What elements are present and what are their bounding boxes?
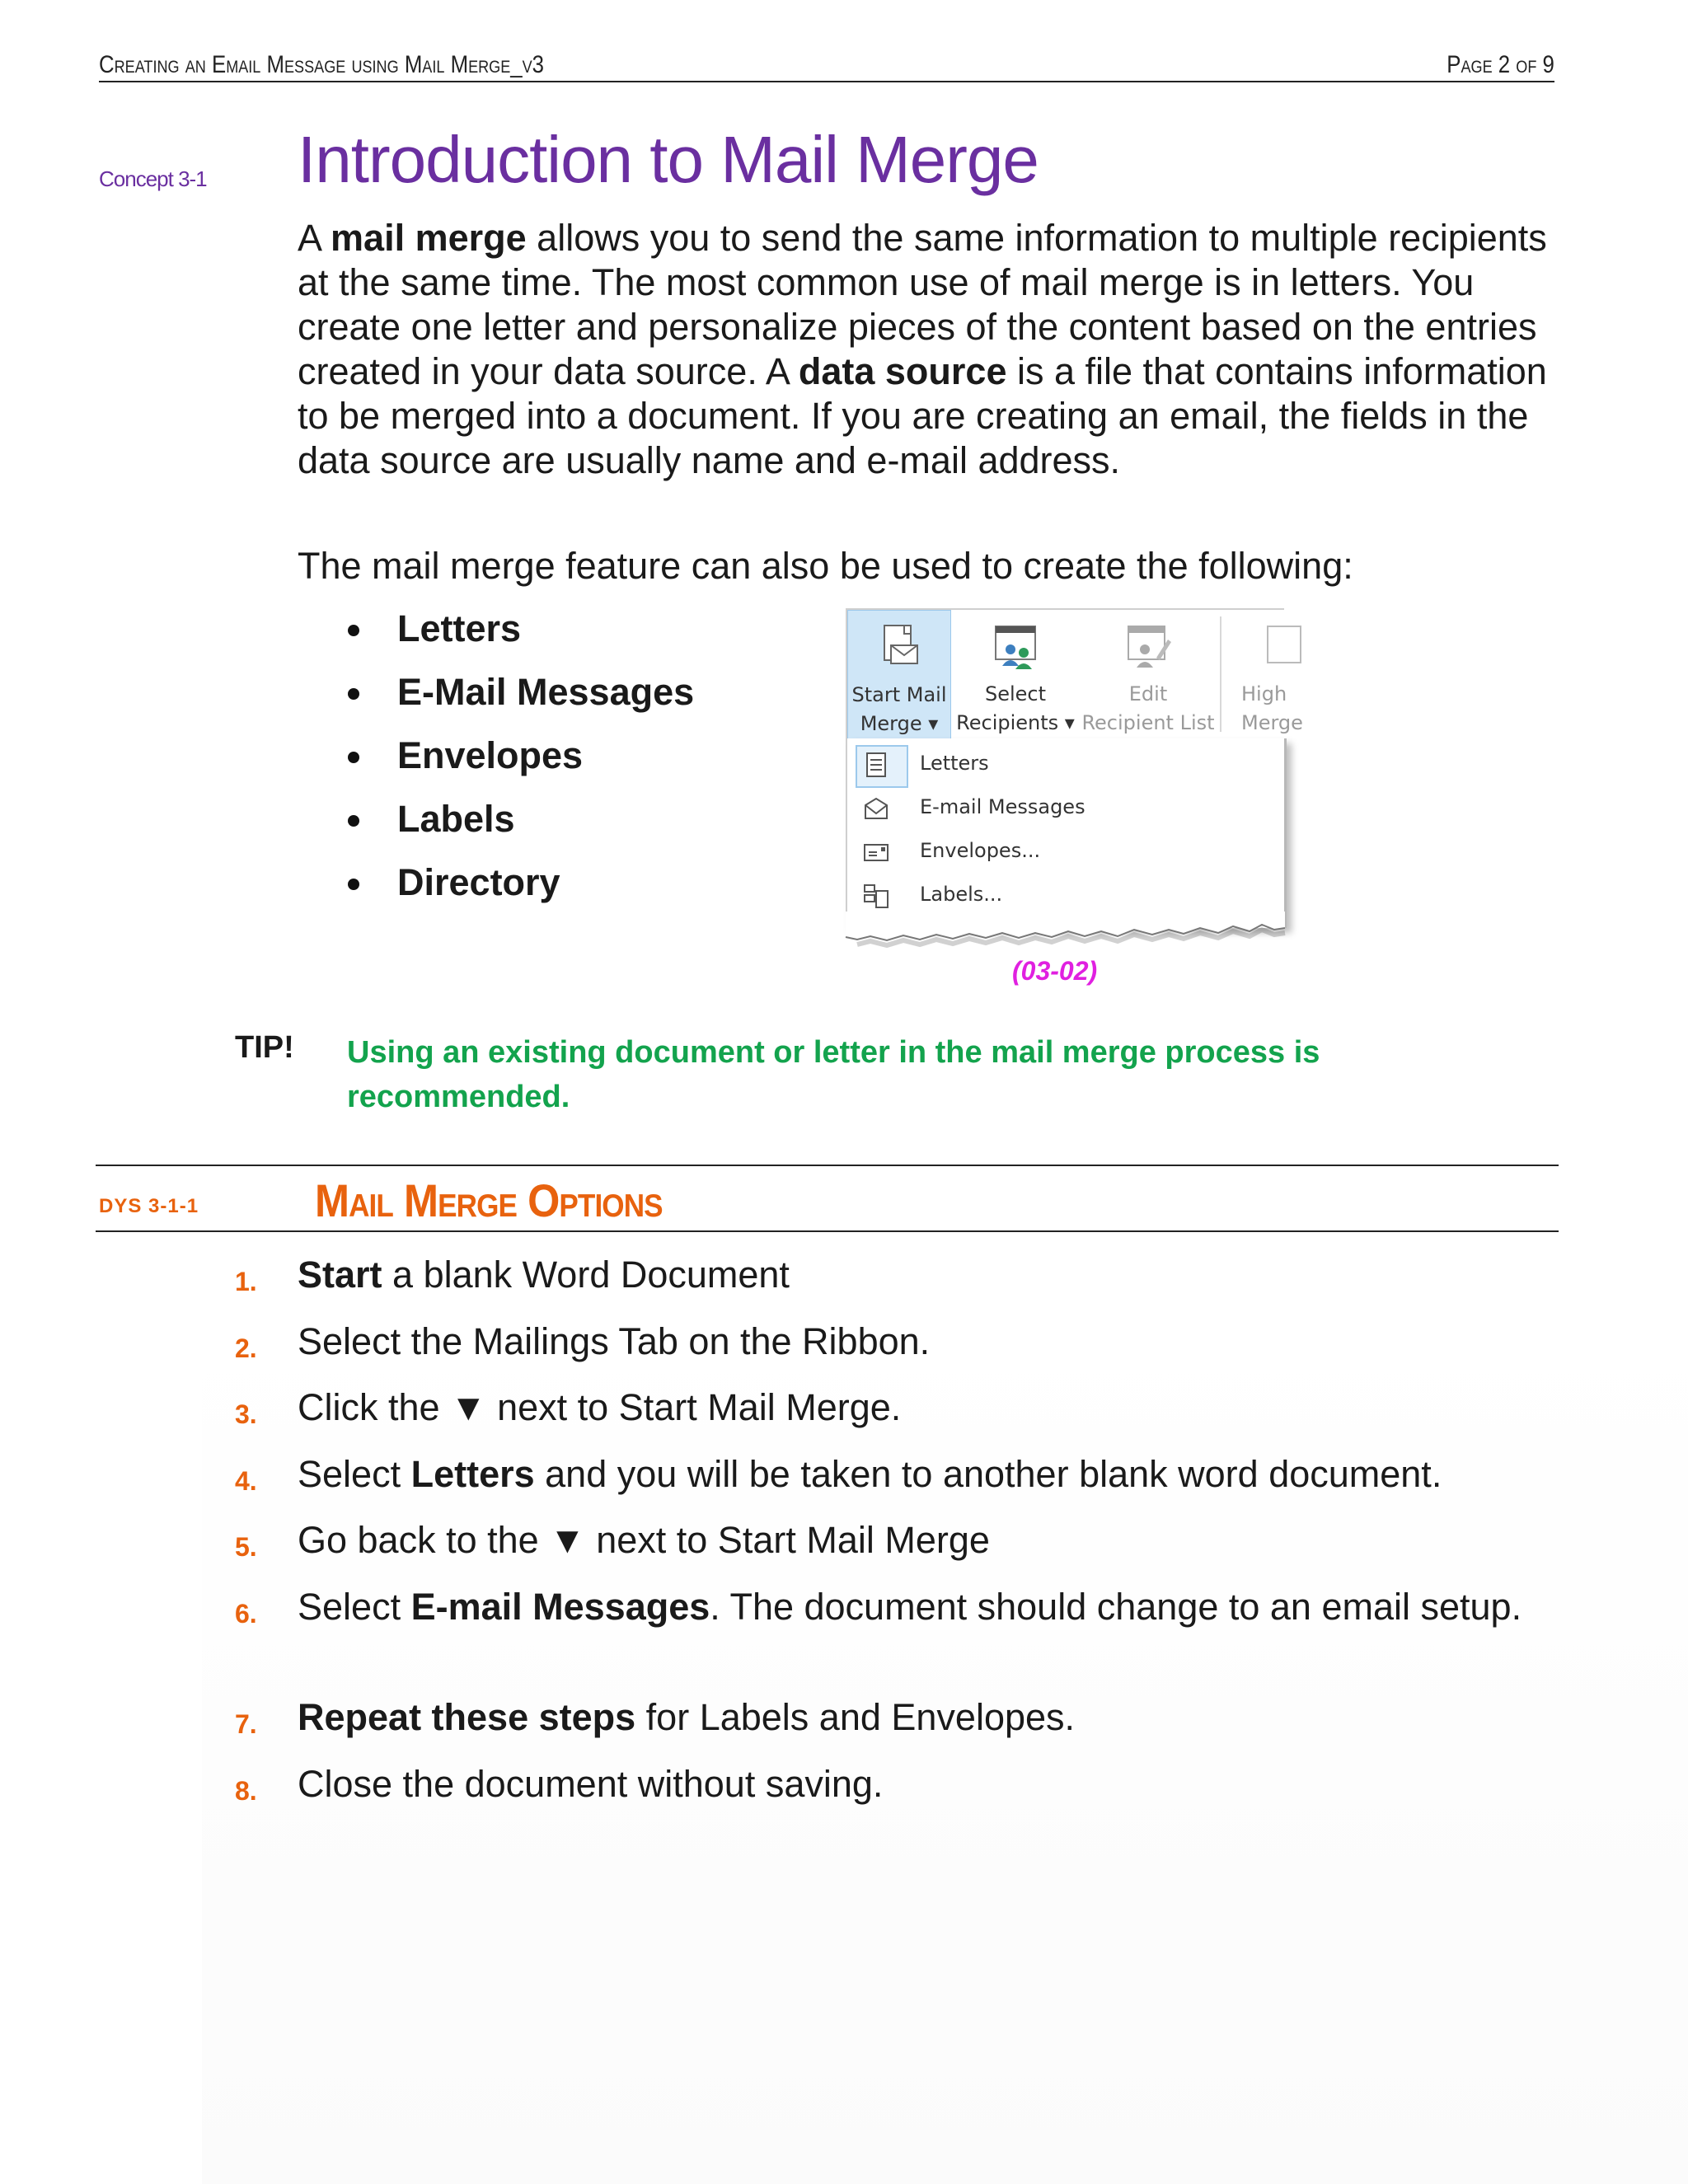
step-number: 2. bbox=[235, 1333, 257, 1363]
select-recipients-button[interactable] bbox=[953, 610, 1078, 740]
ribbon-separator bbox=[1220, 616, 1221, 732]
step-text: Go back to the ▼ next to Start Mail Merge bbox=[298, 1519, 990, 1561]
step-number: 4. bbox=[235, 1466, 257, 1496]
select-recipients-icon bbox=[992, 621, 1039, 673]
bullet-icon bbox=[348, 625, 359, 636]
labels-icon bbox=[862, 883, 890, 909]
ribbon-label: Start Mail bbox=[851, 683, 947, 706]
start-mail-merge-menu bbox=[846, 738, 1287, 928]
list-item-label: E-Mail Messages bbox=[397, 671, 695, 713]
list-item bbox=[346, 602, 694, 665]
ribbon-label: High bbox=[1241, 682, 1287, 705]
step-item bbox=[235, 1695, 1587, 1762]
menu-item-label: E-mail Messages bbox=[920, 795, 1085, 818]
list-item bbox=[346, 855, 694, 919]
document-title: Creating an Email Message using Mail Merge_v3 bbox=[99, 51, 545, 78]
highlight-merge-fields-icon bbox=[1264, 621, 1311, 673]
page-number: Page 2 of 9 bbox=[1447, 51, 1554, 78]
step-text: and you will be taken to another blank word document. bbox=[534, 1453, 1442, 1495]
list-item bbox=[346, 665, 694, 729]
intro-text: allows you to send the same information to multiple recipients at the same time. The most common use of mail merge is in letters. You create one letter and personalize pieces of the content based on the entries created in your data source. A bbox=[298, 217, 1547, 392]
step-text: Select bbox=[298, 1586, 411, 1628]
list-item bbox=[346, 792, 694, 855]
menu-item-label: Letters bbox=[920, 752, 989, 775]
step-text: . The document should change to an email setup. bbox=[710, 1586, 1522, 1628]
start-mail-merge-button[interactable] bbox=[847, 610, 951, 740]
bullet-icon bbox=[348, 879, 359, 890]
concept-label: Concept 3-1 bbox=[99, 166, 207, 191]
step-bold: Repeat these steps bbox=[298, 1696, 636, 1738]
exercise-code: DYS 3-1-1 bbox=[99, 1195, 199, 1217]
term-data-source: data source bbox=[798, 350, 1007, 392]
highlight-merge-fields-button[interactable] bbox=[1231, 610, 1303, 740]
list-item-label: Directory bbox=[397, 861, 560, 903]
step-number: 6. bbox=[235, 1599, 257, 1629]
step-item bbox=[235, 1518, 1587, 1585]
ribbon-label: Select bbox=[984, 682, 1047, 705]
ribbon-label: Recipients ▾ bbox=[956, 711, 1075, 734]
bullet-icon bbox=[348, 688, 359, 700]
step-number: 5. bbox=[235, 1532, 257, 1562]
ribbon-label: Edit bbox=[1128, 682, 1168, 705]
step-item bbox=[235, 1385, 1587, 1452]
step-text: Close the document without saving. bbox=[298, 1763, 884, 1805]
merge-types-list bbox=[346, 602, 694, 919]
intro-text: A bbox=[298, 217, 331, 259]
edit-recipient-list-icon bbox=[1125, 621, 1171, 673]
step-text: a blank Word Document bbox=[382, 1254, 790, 1296]
ribbon-label: Recipient List bbox=[1081, 711, 1215, 734]
letter-icon bbox=[862, 752, 890, 778]
page-header bbox=[99, 48, 1554, 82]
step-text: Click the ▼ next to Start Mail Merge. bbox=[298, 1386, 902, 1428]
section-rule-top bbox=[96, 1165, 1559, 1166]
mailings-ribbon bbox=[846, 608, 1303, 740]
edit-recipient-list-button[interactable] bbox=[1080, 610, 1217, 740]
step-item bbox=[235, 1585, 1587, 1695]
ribbon-label: Merge bbox=[1241, 711, 1303, 734]
figure-caption: (03-02) bbox=[1012, 956, 1098, 986]
bullet-icon bbox=[348, 815, 359, 827]
envelope-icon bbox=[862, 839, 890, 865]
section-rule-bottom bbox=[96, 1230, 1559, 1232]
section-title: Mail Merge Options bbox=[315, 1174, 663, 1226]
step-bold: Start bbox=[298, 1254, 382, 1296]
step-bold: E-mail Messages bbox=[410, 1586, 710, 1628]
start-mail-merge-icon bbox=[876, 622, 922, 673]
step-number: 8. bbox=[235, 1776, 257, 1806]
step-bold: Letters bbox=[410, 1453, 535, 1495]
menu-item-label: Labels... bbox=[920, 883, 1003, 906]
bullet-icon bbox=[348, 752, 359, 763]
step-item bbox=[235, 1253, 1587, 1319]
step-item bbox=[235, 1452, 1587, 1518]
step-number: 1. bbox=[235, 1267, 257, 1296]
envelope-open-icon bbox=[862, 795, 890, 822]
ribbon-screenshot bbox=[846, 608, 1304, 954]
step-text: for Labels and Envelopes. bbox=[635, 1696, 1076, 1738]
term-mail-merge: mail merge bbox=[331, 217, 527, 259]
step-number: 3. bbox=[235, 1399, 257, 1429]
ribbon-label: Merge ▾ bbox=[860, 712, 939, 735]
step-item bbox=[235, 1319, 1587, 1385]
lead-sentence: The mail merge feature can also be used to create the following: bbox=[298, 545, 1353, 587]
steps-list bbox=[235, 1253, 1587, 1828]
page-title: Introduction to Mail Merge bbox=[298, 123, 1039, 196]
step-item bbox=[235, 1762, 1587, 1828]
list-item-label: Labels bbox=[397, 798, 515, 840]
list-item-label: Envelopes bbox=[397, 734, 584, 776]
tip-label: TIP! bbox=[235, 1030, 294, 1065]
torn-edge bbox=[846, 912, 1304, 961]
step-number: 7. bbox=[235, 1709, 257, 1739]
intro-paragraph bbox=[298, 216, 1567, 483]
list-item-label: Letters bbox=[397, 607, 522, 649]
step-text: Select the Mailings Tab on the Ribbon. bbox=[298, 1320, 931, 1362]
tip-text: Using an existing document or letter in the mail merge process is recommended. bbox=[347, 1035, 1320, 1114]
menu-item-label: Envelopes... bbox=[920, 839, 1041, 862]
step-text: Select bbox=[298, 1453, 411, 1495]
intro-text: is a file that contains information to be merged into a document. If you are creating an email, the fields in the data source are usually name and e-mail address. bbox=[298, 350, 1547, 481]
list-item bbox=[346, 729, 694, 792]
